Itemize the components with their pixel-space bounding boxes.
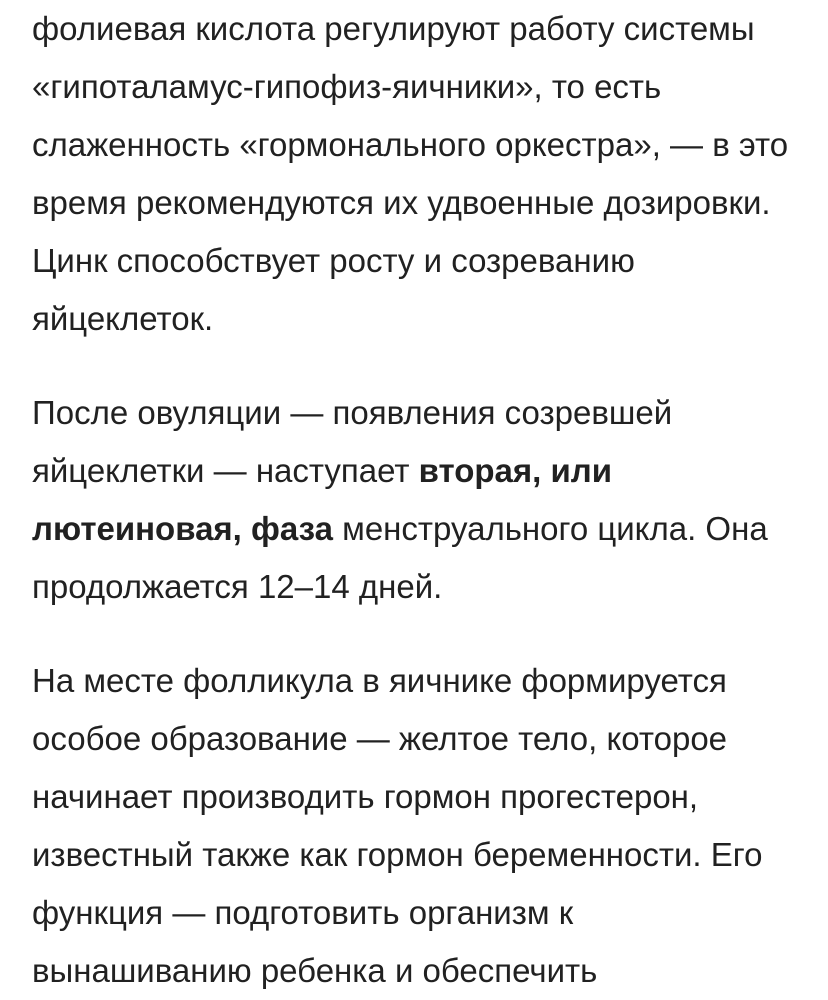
text-line: слаженность «гормонального оркестра», — в это bbox=[32, 126, 789, 163]
text-line: функция — подготовить организм к bbox=[32, 894, 574, 931]
bold-phrase: лютеиновая, фаза bbox=[32, 510, 333, 547]
article-paragraph bbox=[32, 0, 828, 348]
text-line: «гипоталамус-гипофиз-яичники», то есть bbox=[32, 68, 662, 105]
text-line: После овуляции — появления созревшей bbox=[32, 394, 673, 431]
line-text: яйцеклетки — наступает bbox=[32, 452, 419, 489]
text-line: время рекомендуются их удвоенные дозировки. bbox=[32, 184, 771, 221]
text-line: На месте фолликула в яичнике формируется bbox=[32, 662, 727, 699]
article-paragraph bbox=[32, 384, 828, 616]
text-line bbox=[32, 500, 828, 558]
text-line: начинает производить гормон прогестерон, bbox=[32, 778, 699, 815]
text-line: особое образование — желтое тело, которое bbox=[32, 720, 728, 757]
text-line: известный также как гормон беременности. Его bbox=[32, 836, 763, 873]
text-line: яйцеклеток. bbox=[32, 300, 214, 337]
text-line: вынашиванию ребенка и обеспечить bbox=[32, 952, 598, 989]
text-line: фолиевая кислота регулируют работу системы bbox=[32, 10, 755, 47]
text-line: Цинк способствует росту и созреванию bbox=[32, 242, 635, 279]
text-line bbox=[32, 442, 828, 500]
line-text: менструального цикла. Она bbox=[332, 510, 768, 547]
text-line: продолжается 12–14 дней. bbox=[32, 568, 443, 605]
article-paragraph bbox=[32, 652, 828, 1000]
bold-phrase: вторая, или bbox=[418, 452, 613, 489]
